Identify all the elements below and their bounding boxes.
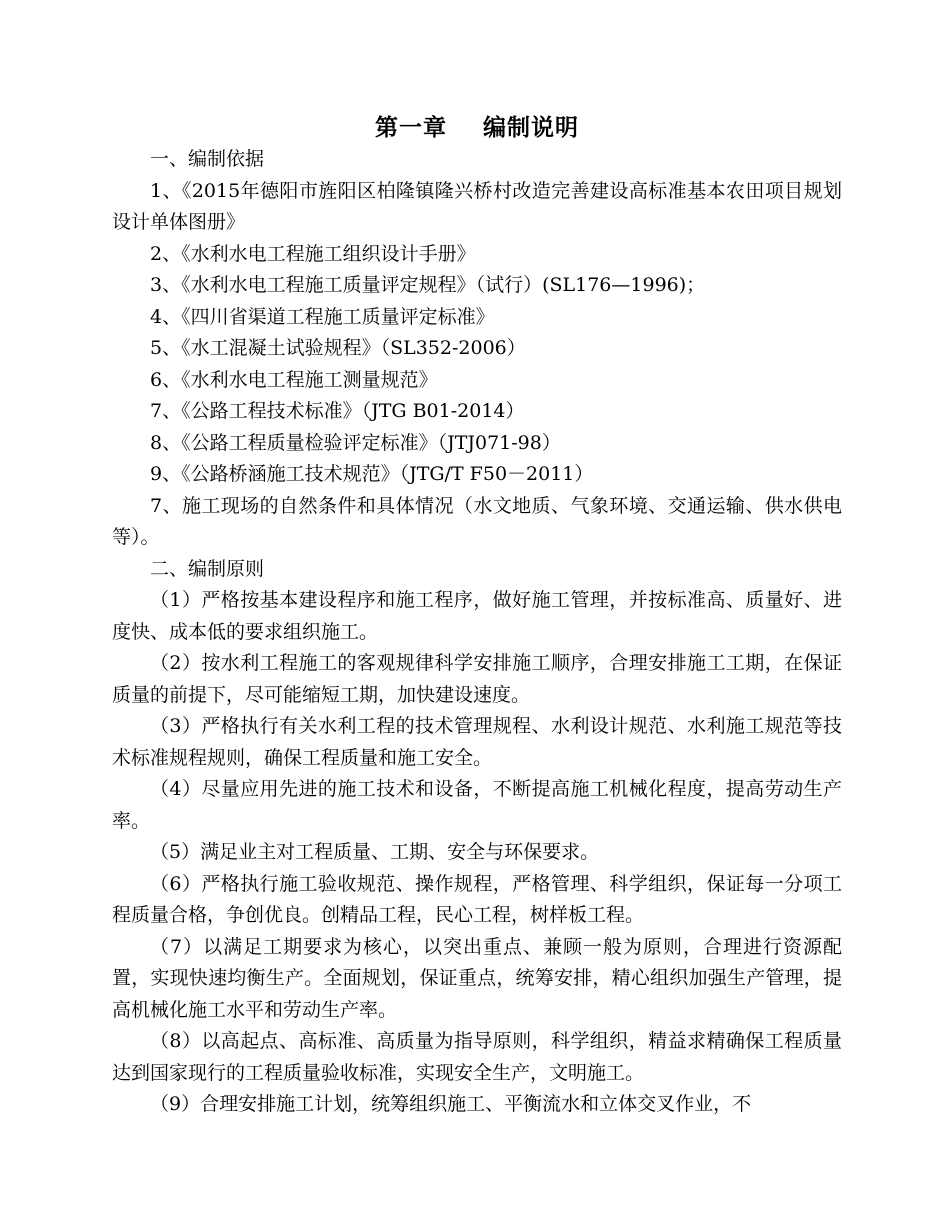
section-heading-basis: 一、编制依据 <box>150 148 265 170</box>
basis-item: 8、《公路工程质量检验评定标准》（JTJ071-98） <box>150 431 561 454</box>
principle-item: （4）尽量应用先进的施工技术和设备，不断提高施工机械化程度，提高劳动生产率。 <box>112 778 842 832</box>
basis-item: 2、《水利水电工程施工组织设计手册》 <box>150 242 476 265</box>
section-heading-principles: 二、编制原则 <box>150 557 265 580</box>
principle-item: （1）严格按基本建设程序和施工程序，做好施工管理，并按标准高、质量好、进度快、成本低的要求组织施工。 <box>112 589 842 643</box>
principle-item: （7）以满足工期要求为核心，以突出重点、兼顾一般为原则，合理进行资源配置，实现快速均衡生产。全面规划，保证重点，统筹安排，精心组织加强生产管理，提高机械化施工水平和劳动生产率。 <box>112 935 842 1021</box>
basis-item: 9、《公路桥涵施工技术规范》（JTG/T F50－2011） <box>150 463 594 485</box>
basis-item: 7、《公路工程技术标准》（JTG B01-2014） <box>150 400 525 422</box>
principle-item: （9）合理安排施工计划，统筹组织施工、平衡流水和立体交叉作业，不 <box>150 1093 752 1115</box>
principle-item: （3）严格执行有关水利工程的技术管理规程、水利设计规范、水利施工规范等技术标准规程规则，确保工程质量和施工安全。 <box>112 715 842 769</box>
principle-item: （8）以高起点、高标准、高质量为指导原则，科学组织，精益求精确保工程质量达到国家现行的工程质量验收标准，实现安全生产，文明施工。 <box>112 1030 842 1084</box>
chapter-title: 第一章 编制说明 <box>374 115 580 141</box>
basis-item: 5、《水工混凝土试验规程》（SL352-2006） <box>150 337 526 359</box>
document-page <box>112 112 842 1121</box>
principle-item: （5）满足业主对工程质量、工期、安全与环保要求。 <box>150 841 600 863</box>
principle-item: （2）按水利工程施工的客观规律科学安排施工顺序，合理安排施工工期，在保证质量的前提下，尽可能缩短工期，加快建设速度。 <box>112 652 842 706</box>
basis-item: 4、《四川省渠道工程施工质量评定标准》 <box>150 305 495 328</box>
basis-item: 3、《水利水电工程施工质量评定规程》（试行）(SL176—1996)； <box>150 274 706 296</box>
basis-item: 6、《水利水电工程施工测量规范》 <box>150 368 438 391</box>
basis-item: 7、施工现场的自然条件和具体情况（水文地质、气象环境、交通运输、供水供电等）。 <box>112 494 842 548</box>
basis-item: 1、《2015年德阳市旌阳区柏隆镇隆兴桥村改造完善建设高标准基本农田项目规划设计单体图册》 <box>112 179 842 233</box>
principle-item: （6）严格执行施工验收规范、操作规程，严格管理、科学组织，保证每一分项工程质量合格，争创优良。创精品工程，民心工程，树样板工程。 <box>112 872 842 926</box>
